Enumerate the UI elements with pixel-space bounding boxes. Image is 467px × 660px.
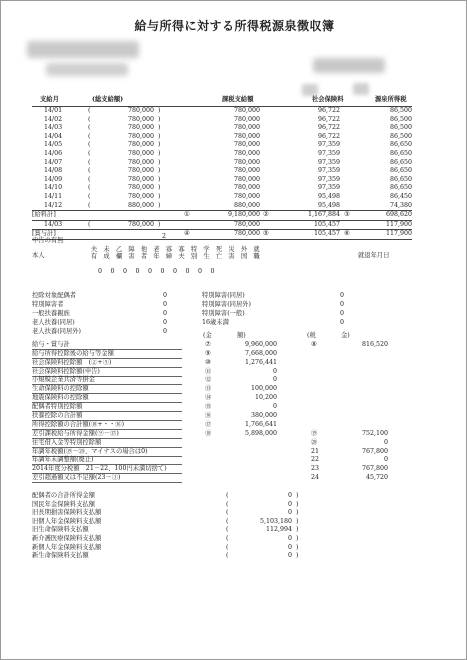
- taxable-cell: 780,000: [233, 115, 260, 123]
- paren-open: (: [88, 149, 91, 157]
- calc-row: [32, 394, 422, 403]
- calc-amount: 9,960,000: [244, 340, 277, 348]
- col-month: 支給月: [40, 96, 59, 103]
- taxable-cell: 780,000: [233, 192, 260, 200]
- paren-close: ): [158, 167, 161, 175]
- detail-label: 新介護医療保険料支払額: [32, 534, 102, 542]
- social-cell: 97,359: [317, 141, 340, 149]
- detail-label: 旧長期損害保険料支払額: [32, 509, 102, 517]
- tax-cell: 86,650: [389, 141, 412, 149]
- dependent-count-row: [32, 310, 422, 319]
- detail-value: 112,994: [265, 526, 292, 534]
- dependent-right-value: 0: [340, 301, 345, 308]
- col-gross: (総支給額): [92, 96, 124, 103]
- redacted-company-name: [27, 41, 139, 58]
- gross-cell: 780,000: [127, 192, 154, 200]
- calc-mark2: 23: [311, 465, 320, 473]
- calc-mark2: 22: [311, 456, 320, 464]
- month-cell: 14/09: [44, 175, 63, 183]
- calc-label: 社会保険料控除額(申告): [32, 368, 182, 377]
- table-row: [32, 159, 412, 168]
- paren-open: (: [226, 552, 229, 560]
- paren-close: ): [158, 115, 161, 123]
- calc-amount: 1,766,641: [244, 420, 277, 428]
- paren-close: ): [158, 158, 161, 166]
- calc-row: [32, 359, 422, 368]
- gross-cell: 780,000: [127, 124, 154, 132]
- gross-cell: 780,000: [127, 184, 154, 192]
- paren-close: ): [296, 534, 299, 542]
- paren-close: ): [158, 107, 161, 114]
- gross-cell: 880,000: [127, 201, 154, 209]
- calc-row: [32, 403, 422, 412]
- gross-cell: 780,000: [127, 141, 154, 149]
- calc-label: 給与所得控除後の給与等金額: [32, 350, 182, 359]
- dependent-flag: 0: [173, 268, 178, 275]
- calc-tax: 752,100: [361, 429, 388, 437]
- tax-cell: 86,650: [389, 175, 412, 183]
- dependent-flag: 0: [148, 268, 153, 275]
- detail-label: 配偶者の合計所得金額: [32, 492, 95, 499]
- paren-close: ): [158, 192, 161, 200]
- detail-row: [32, 501, 332, 510]
- dependent-column-label: 他者: [140, 246, 148, 260]
- dependent-count-row: [32, 319, 422, 328]
- bonus-row: 14/03 ( 780,000 ) 780,000 105,457 117,900: [44, 221, 412, 229]
- table-row: [32, 193, 412, 202]
- paren-open: (: [226, 526, 229, 534]
- detail-value: 0: [287, 534, 292, 542]
- calc-mark2: ⑧: [311, 340, 317, 348]
- month-cell: 14/07: [44, 158, 63, 166]
- tax-cell: 86,500: [389, 107, 412, 114]
- paren-open: (: [226, 517, 229, 525]
- gross-cell: 780,000: [127, 149, 154, 157]
- taxable-cell: 780,000: [233, 175, 260, 183]
- redacted-address: [46, 63, 128, 76]
- dependent-flag: 0: [185, 268, 190, 275]
- taxable-cell: 780,000: [233, 184, 260, 192]
- taxable-cell: 780,000: [233, 107, 260, 114]
- calc-amount: 7,668,000: [244, 349, 277, 357]
- dependent-right-value: 0: [340, 310, 345, 317]
- calc-mark: ⑰: [205, 420, 212, 428]
- calc-label: 差引超過額又は不足額(23－③): [32, 474, 182, 483]
- taxable-cell: 780,000: [233, 132, 260, 140]
- month-cell: 14/06: [44, 149, 63, 157]
- calc-mark2: ⑳: [311, 438, 318, 446]
- declaration-label: 申告の有無: [32, 237, 64, 244]
- dependent-column-label: 乙欄: [115, 246, 123, 260]
- table-row: [32, 150, 412, 159]
- dependent-left-label: 老人扶養(同居): [32, 319, 75, 326]
- tax-cell: 86,500: [389, 115, 412, 123]
- calc-label: 年調年税額(⑲－⑳、マイナスの場合は0): [32, 448, 182, 457]
- paren-open: (: [226, 500, 229, 508]
- dependent-left-value: 0: [163, 319, 168, 326]
- calc-amount: 0: [272, 403, 277, 411]
- calc-mark: ⑪: [205, 367, 212, 375]
- paren-open: (: [88, 175, 91, 183]
- calc-tax: 0: [383, 438, 388, 446]
- calc-amount: 10,200: [254, 394, 277, 402]
- calc-label: 2014年度分税額 21－22、100円未満切捨て): [32, 465, 182, 474]
- calc-mark: ⑮: [205, 403, 212, 411]
- table-row: [32, 107, 412, 116]
- calc-row: [32, 430, 422, 439]
- dependent-flag: 0: [210, 268, 215, 275]
- gross-cell: 780,000: [127, 158, 154, 166]
- tax-cell: 74,380: [389, 201, 412, 209]
- dependent-flag: 0: [198, 268, 203, 275]
- paren-close: ): [158, 175, 161, 183]
- dependent-right-value: 0: [340, 319, 345, 326]
- paren-close: ): [296, 517, 299, 525]
- monthly-table: [32, 96, 412, 240]
- table-row: [32, 184, 412, 193]
- dependent-flags: [32, 246, 422, 276]
- social-cell: 95,498: [317, 201, 340, 209]
- redacted-mark-1: [302, 84, 318, 96]
- paren-open: (: [88, 132, 91, 140]
- table-row: [32, 116, 412, 125]
- table-row: [32, 202, 412, 211]
- dependent-left-value: 0: [163, 292, 168, 299]
- dependent-column-label: 外国: [240, 246, 248, 260]
- detail-row: [32, 535, 332, 544]
- dependent-column-label: 死亡: [215, 246, 223, 260]
- paren-close: ): [296, 500, 299, 508]
- dependent-column-label: 老年: [153, 246, 160, 260]
- calc-label: 配偶者特別控除額: [32, 403, 182, 412]
- dependent-left-value: 0: [163, 301, 168, 308]
- detail-label: 旧個人年金保険料支払額: [32, 517, 102, 525]
- social-cell: 96,722: [317, 107, 340, 114]
- paren-open: (: [88, 158, 91, 166]
- calc-tax: 767,800: [361, 447, 388, 455]
- calc-tax: 45,720: [365, 474, 388, 482]
- calc-row: [32, 421, 422, 430]
- dependent-right-label: 特別障害(同居外): [202, 301, 251, 308]
- paren-close: ): [296, 526, 299, 534]
- month-cell: 14/01: [44, 107, 63, 114]
- calc-amount: 0: [272, 376, 277, 384]
- tax-cell: 86,650: [389, 149, 412, 157]
- calc-amount: 100,000: [250, 385, 277, 393]
- detail-row: [32, 509, 332, 518]
- paren-open: (: [88, 201, 91, 209]
- declaration-count: 2: [162, 233, 167, 240]
- calc-row: [32, 385, 422, 394]
- social-cell: 97,359: [317, 158, 340, 166]
- dependent-right-label: 特別障害(一般): [202, 310, 245, 317]
- table-row: [32, 133, 412, 142]
- paren-close: ): [158, 184, 161, 192]
- detail-value: 0: [287, 492, 292, 499]
- paren-open: (: [226, 509, 229, 517]
- tax-cell: 86,500: [389, 124, 412, 132]
- table-row: [32, 176, 412, 185]
- social-cell: 95,498: [317, 192, 340, 200]
- tax-cell: 86,500: [389, 132, 412, 140]
- dependent-counts: [32, 292, 422, 337]
- calc-row: [32, 341, 422, 350]
- detail-value: 0: [287, 543, 292, 551]
- paren-close: ): [158, 132, 161, 140]
- calc-mark2: 24: [311, 474, 320, 482]
- calc-mark: ⑩: [205, 358, 211, 366]
- dependent-column-label: 障害: [128, 246, 135, 260]
- month-cell: 14/05: [44, 141, 63, 149]
- dependent-column-label: 夫有: [90, 246, 98, 260]
- deduction-details: [32, 492, 332, 561]
- paren-close: ): [158, 124, 161, 132]
- dependent-right-label: 16歳未満: [202, 319, 229, 326]
- dependent-count-row: [32, 292, 422, 301]
- dependent-left-label: 老人扶養(同居外): [32, 328, 81, 335]
- calc-row: [32, 439, 422, 448]
- dependent-left-label: 特別障害者: [32, 301, 64, 308]
- month-cell: 14/12: [44, 201, 63, 209]
- calc-amount: 1,276,441: [244, 358, 277, 366]
- monthly-rows: [32, 107, 412, 210]
- year-end-calculation: [32, 332, 422, 483]
- paren-open: (: [88, 184, 91, 192]
- calc-label: 扶養控除の合計額: [32, 412, 182, 421]
- self-label: 本人: [32, 252, 45, 259]
- dependent-flag: 0: [123, 268, 128, 275]
- paren-open: (: [88, 141, 91, 149]
- social-cell: 96,722: [317, 124, 340, 132]
- dependent-column-label: 未成: [103, 246, 110, 260]
- redacted-employee-name: [313, 58, 385, 73]
- gross-cell: 780,000: [127, 107, 154, 114]
- calc-amount: 0: [272, 367, 277, 375]
- dependent-column-label: 就職: [253, 246, 260, 260]
- paren-open: (: [226, 492, 229, 499]
- detail-label: 新個人年金保険料支払額: [32, 543, 102, 551]
- dependent-flag: 0: [110, 268, 115, 275]
- tax-cell: 86,650: [389, 184, 412, 192]
- taxable-cell: 880,000: [233, 201, 260, 209]
- dependent-flag: 0: [98, 268, 103, 275]
- salary-total-row: [給料計] ① 9,180,000 ② 1,167,884 ③ 698,620: [32, 210, 412, 221]
- social-cell: 96,722: [317, 132, 340, 140]
- dependent-left-label: 一般扶養親族: [32, 310, 70, 317]
- paren-close: ): [158, 141, 161, 149]
- detail-row: [32, 544, 332, 553]
- detail-value: 0: [287, 509, 292, 517]
- calc-label: 所得控除額の合計額(⑩+・・⑯): [32, 421, 182, 430]
- calc-mark: ⑱: [205, 429, 212, 437]
- dependent-column-label: 寡婦: [165, 246, 173, 260]
- paren-close: ): [296, 543, 299, 551]
- paren-close: ): [296, 492, 299, 499]
- paren-open: (: [88, 124, 91, 132]
- table-row: [32, 167, 412, 176]
- gross-cell: 780,000: [127, 115, 154, 123]
- taxable-cell: 780,000: [233, 141, 260, 149]
- bonus-total-row: [賞与計] ④ 780,000 ⑤ 105,457 ⑥ 117,900: [32, 229, 412, 240]
- tax-header: (税 金): [307, 332, 350, 339]
- employment-date-label: 就退年月日: [358, 252, 390, 259]
- calc-mark: ⑫: [205, 376, 212, 384]
- calc-label: 社会保険料控除額 (②+⑤): [32, 359, 182, 368]
- taxable-cell: 780,000: [233, 149, 260, 157]
- detail-label: 新生命保険料支払額: [32, 552, 89, 560]
- detail-value: 0: [287, 500, 292, 508]
- tax-cell: 86,650: [389, 167, 412, 175]
- col-tax: 源泉所得税: [375, 96, 407, 103]
- month-cell: 14/11: [44, 192, 63, 200]
- paren-close: ): [296, 509, 299, 517]
- monthly-table-header: [32, 96, 412, 107]
- paren-open: (: [88, 192, 91, 200]
- dependent-flag: 0: [135, 268, 140, 275]
- social-cell: 97,359: [317, 167, 340, 175]
- amount-header: (金 額): [203, 332, 246, 339]
- social-cell: 97,359: [317, 149, 340, 157]
- calc-mark: ⑬: [205, 385, 212, 393]
- calc-row: [32, 350, 422, 359]
- calc-row: [32, 412, 422, 421]
- calc-mark2: 21: [311, 447, 320, 455]
- dependent-count-row: [32, 301, 422, 310]
- gross-cell: 780,000: [127, 167, 154, 175]
- calc-mark: ⑨: [205, 349, 211, 357]
- social-cell: 97,359: [317, 184, 340, 192]
- table-row: [32, 141, 412, 150]
- calc-row: [32, 465, 422, 474]
- calc-label: 生命保険料の控除額: [32, 385, 182, 394]
- calc-label: 地震保険料の控除額: [32, 394, 182, 403]
- calc-label: 小規模企業共済等掛金: [32, 376, 182, 385]
- month-cell: 14/08: [44, 167, 63, 175]
- dependent-right-value: 0: [340, 292, 345, 299]
- month-cell: 14/03: [44, 124, 63, 132]
- dependent-column-label: 学生: [203, 246, 210, 260]
- paren-close: ): [158, 201, 161, 209]
- detail-value: 0: [287, 552, 292, 560]
- calc-mark: ⑭: [205, 394, 212, 402]
- calc-tax: 0: [383, 456, 388, 464]
- gross-cell: 780,000: [127, 132, 154, 140]
- detail-row: [32, 552, 332, 561]
- paren-open: (: [226, 543, 229, 551]
- calc-label: 給与・賞与計: [32, 341, 182, 350]
- dependent-column-label: 特別: [190, 246, 198, 260]
- detail-label: 旧生命保険料支払額: [32, 526, 89, 534]
- social-cell: 97,359: [317, 175, 340, 183]
- month-cell: 14/04: [44, 132, 63, 140]
- calc-amount: 380,000: [250, 412, 277, 420]
- tax-cell: 86,650: [389, 158, 412, 166]
- col-social: 社会保険料: [312, 96, 344, 103]
- detail-row: [32, 492, 332, 501]
- dependent-left-value: 0: [163, 328, 168, 335]
- paren-close: ): [158, 149, 161, 157]
- taxable-cell: 780,000: [233, 158, 260, 166]
- calc-mark: ⑦: [205, 340, 211, 348]
- month-cell: 14/02: [44, 115, 63, 123]
- paren-open: (: [88, 107, 91, 114]
- paren-close: ): [296, 552, 299, 560]
- gross-cell: 780,000: [127, 175, 154, 183]
- dependent-flag: 0: [160, 268, 165, 275]
- calc-mark: ⑯: [205, 412, 212, 420]
- calc-label: 年調年末調整額(廃止): [32, 456, 182, 465]
- document-title: 給与所得に対する所得税源泉徴収簿: [134, 19, 335, 33]
- dependent-right-label: 特別障害(同居): [202, 292, 245, 299]
- redacted-mark-2: [353, 83, 369, 95]
- dependent-left-value: 0: [163, 310, 168, 317]
- detail-label: 国民年金保険料支払額: [32, 500, 95, 508]
- social-cell: 96,722: [317, 115, 340, 123]
- tax-cell: 86,450: [389, 192, 412, 200]
- paren-open: (: [88, 167, 91, 175]
- calc-row: [32, 474, 422, 483]
- taxable-cell: 780,000: [233, 167, 260, 175]
- calc-row: [32, 376, 422, 385]
- dependent-column-label: 災害: [228, 246, 235, 260]
- taxable-cell: 780,000: [233, 124, 260, 132]
- dependent-left-label: 控除対象配偶者: [32, 292, 77, 299]
- table-row: [32, 124, 412, 133]
- paren-open: (: [88, 115, 91, 123]
- month-cell: 14/10: [44, 184, 63, 192]
- paren-open: (: [226, 534, 229, 542]
- detail-row: [32, 526, 332, 535]
- dependent-column-label: 寡夫: [178, 246, 185, 260]
- calc-tax: 816,520: [361, 340, 388, 348]
- detail-value: 5,103,180: [259, 517, 292, 525]
- calc-mark2: ⑲: [311, 429, 318, 437]
- col-taxable: 課税支給額: [222, 96, 254, 103]
- calc-tax: 767,800: [361, 465, 388, 473]
- calc-label: 住宅借入金等特別控除額: [32, 439, 182, 448]
- calc-amount: 5,898,000: [244, 429, 277, 437]
- calc-label: 差引課税給与所得金額(⑨－⑰): [32, 430, 182, 439]
